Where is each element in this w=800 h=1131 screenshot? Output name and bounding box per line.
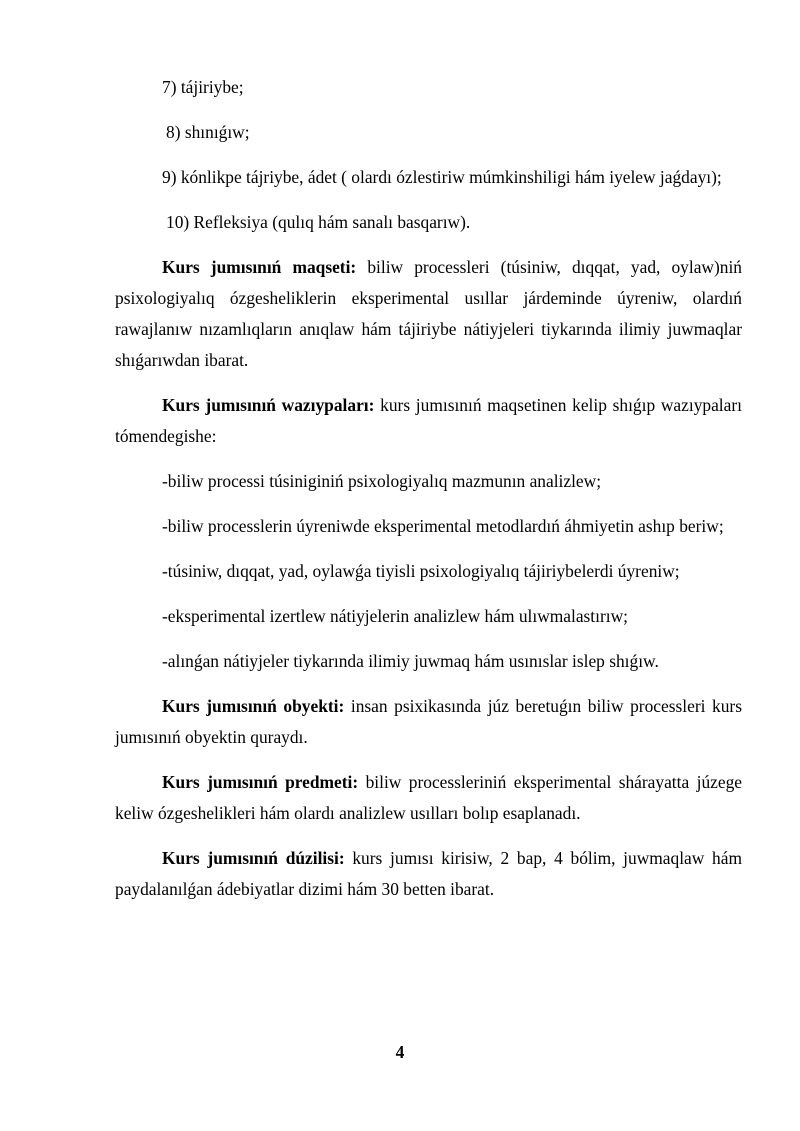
list-item-7: 7) tájiriybe; xyxy=(162,77,244,97)
structure-text: kurs jumısı kirisiw, 2 bap, 4 bólim, juwmaqlaw hám paydalanılǵan ádebiyatlar dizimi hám 30 betten ibarat. xyxy=(115,848,742,899)
structure-heading: Kurs jumısınıń dúzilisi: xyxy=(162,848,345,868)
goal-heading: Kurs jumısınıń maqseti: xyxy=(162,257,357,277)
task-item: -biliw processlerin úyreniwde eksperimental metodlardıń áhmiyetin ashıp beriw; xyxy=(162,516,724,536)
task-item: -eksperimental izertlew nátiyjelerin analizlew hám ulıwmalastırıw; xyxy=(162,606,628,626)
list-item-8: 8) shınıǵıw; xyxy=(166,122,250,142)
goal-paragraph xyxy=(115,252,742,376)
subject-paragraph xyxy=(115,767,742,829)
task-item: -alınǵan nátiyjeler tiykarında ilimiy juwmaq hám usınıslar islep shıǵıw. xyxy=(162,651,659,671)
list-item-10: 10) Refleksiya (qulıq hám sanalı basqarıw). xyxy=(166,212,471,232)
object-text: insan psixikasında júz beretuǵın biliw processleri kurs jumısınıń obyektin quraydı. xyxy=(115,696,742,747)
tasks-paragraph xyxy=(115,390,742,452)
list-item-9: 9) kónlikpe tájriybe, ádet ( olardı ózlestiriw múmkinshiligi hám iyelew jaǵdayı); xyxy=(162,167,722,187)
task-item: -biliw processi túsiniginiń psixologiyalıq mazmunın analizlew; xyxy=(162,471,602,491)
object-heading: Kurs jumısınıń obyekti: xyxy=(162,696,345,716)
subject-text: biliw processleriniń eksperimental shárayatta júzege keliw ózgeshelikleri hám olardı analizlew usılları bolıp esaplanadı. xyxy=(115,772,742,823)
subject-heading: Kurs jumısınıń predmeti: xyxy=(162,772,359,792)
structure-paragraph xyxy=(115,843,742,905)
tasks-text: kurs jumısınıń maqsetinen kelip shıǵıp wazıypaları tómendegishe: xyxy=(115,395,742,446)
task-item: -túsiniw, dıqqat, yad, oylawǵa tiyisli psixologiyalıq tájiriybelerdi úyreniw; xyxy=(162,561,680,581)
page-number: 4 xyxy=(395,1042,405,1062)
tasks-heading: Kurs jumısınıń wazıypaları: xyxy=(162,395,375,415)
object-paragraph xyxy=(115,691,742,753)
goal-text: biliw processleri (túsiniw, dıqqat, yad, oylaw)niń psixologiyalıq ózgesheliklerin eksperimental usıllar járdeminde úyreniw, olardıń rawajlanıw nızamlıqların anıqlaw hám tájiriybe nátiyjeleri tiykarında ilimiy juwmaqlar shıǵarıwdan ibarat. xyxy=(115,257,742,370)
document-page xyxy=(115,72,742,919)
